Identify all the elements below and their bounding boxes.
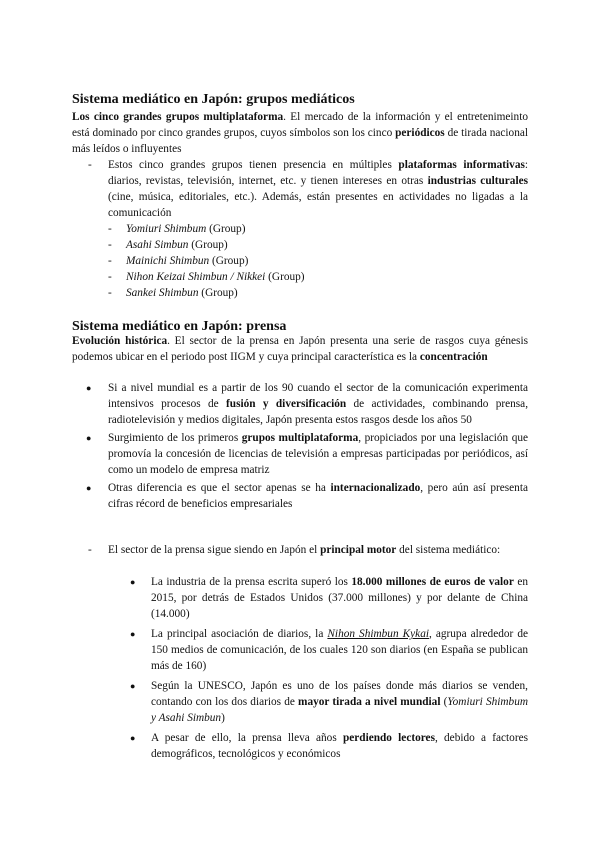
bold-text: principal motor [320,544,397,556]
bold-text: industrias culturales [427,175,529,187]
nihon-shimbun-kykai-link[interactable]: Nihon Shimbun Kykai [327,628,429,640]
text: del sistema mediático: [396,544,501,556]
bold-text: mayor tirada a nivel mundial [298,696,441,708]
bold-text: 18.000 millones de euros de valor [351,576,514,588]
text: , propiciados por una legislación que promovía la concesión de licencias de televisión a empresas participadas por periódicos, así como un modelo de empresa matriz [108,432,529,476]
group-item [72,237,528,253]
group-item [72,285,528,301]
group-item [72,253,528,269]
section-heading-grupos: Sistema mediático en Japón: grupos mediáticos [72,92,355,107]
bold-text: Evolución histórica [72,335,168,347]
italic-text: Yomiuri Shimbum y Asahi Simbun [151,696,529,724]
text: . El sector de la prensa en Japón presenta una serie de rasgos cuya génesis podemos ubicar en el periodo post IIGM y cuya principal característica es la [72,335,528,363]
text: , pero aún así presenta cifras récord de beneficios empresariales [108,482,528,510]
bold-text: periódicos [395,127,445,139]
text: (cine, música, editoriales, etc.). Además, están presentes en actividades no ligadas a la comunicación [108,191,528,219]
group-item [72,221,528,237]
dash-list-grupos [72,157,528,221]
group-suffix: (Group) [265,271,305,283]
list-item [72,542,528,558]
text: de tirada nacional más leídos o influyentes [72,127,528,155]
intro-paragraph-grupos [72,109,528,157]
text: ( [440,696,448,708]
list-item [72,626,528,674]
text: Otras diferencia es que el sector apenas se ha [108,482,331,494]
text: La principal asociación de diarios, la [151,628,328,640]
text: . El mercado de la información y el entretenimeinto está dominado por cinco grandes grupos, cuyos símbolos son los cinco [72,111,528,139]
group-suffix: (Group) [198,287,238,299]
text: Según la UNESCO, Japón es uno de los países donde más diarios se venden, contando con los dos diarios de [151,680,528,708]
dash-list-prensa [72,542,528,558]
bold-text: fusión y diversificación [226,398,347,410]
group-name: Yomiuri Shimbum [126,223,207,235]
bold-text: internacionalizado [330,482,421,494]
group-name: Asahi Simbun [126,239,189,251]
list-item [72,730,528,762]
list-item [72,430,528,478]
group-suffix: (Group) [209,255,249,267]
groups-list [72,221,528,301]
text: en 2015, por detrás de Estados Unidos (37.000 millones) y por delante de China (14.000) [151,576,529,620]
bold-text: grupos multiplataforma [241,432,359,444]
list-item [72,480,528,512]
list-item [72,380,528,428]
text: El sector de la prensa sigue siendo en Japón el [108,544,321,556]
group-suffix: (Group) [188,239,228,251]
text: Estos cinco grandes grupos tienen presencia en múltiples [108,159,399,171]
text: de actividades, combinando prensa, radiotelevisión y medios digitales, Japón presenta estos rasgos desde los años 50 [108,398,529,426]
sub-bullet-list-prensa [72,574,528,762]
text: ) [221,712,225,724]
text: : diarios, revistas, televisión, internet, etc. y tienen intereses en otras [108,159,528,187]
bold-text: concentración [419,351,488,363]
group-name: Nihon Keizai Shimbun / Nikkei [126,271,266,283]
text: , agrupa alrededor de 150 medios de comunicación, de los cuales 120 son diarios (en España se publican más de 160) [151,628,528,672]
text: , debido a factores demográficos, tecnológicos y económicos [151,732,529,760]
list-item [72,574,528,622]
bold-text: perdiendo lectores [342,732,435,744]
text: La industria de la prensa escrita superó los [151,576,352,588]
bold-text: Los cinco grandes grupos multiplataforma [72,111,284,123]
group-name: Sankei Shimbun [126,287,199,299]
bold-text: plataformas informativas [398,159,525,171]
bullet-list-prensa [72,380,528,512]
text: Surgimiento de los primeros [108,432,242,444]
list-item [72,157,528,221]
intro-paragraph-prensa [72,333,528,365]
section-heading-prensa: Sistema mediático en Japón: prensa [72,319,287,334]
text: A pesar de ello, la prensa lleva años [151,732,343,744]
group-suffix: (Group) [206,223,246,235]
group-name: Mainichi Shimbun [126,255,210,267]
list-item [72,678,528,726]
group-item [72,269,528,285]
text: Si a nivel mundial es a partir de los 90 cuando el sector de la comunicación experimenta intensivos procesos de [108,382,528,410]
